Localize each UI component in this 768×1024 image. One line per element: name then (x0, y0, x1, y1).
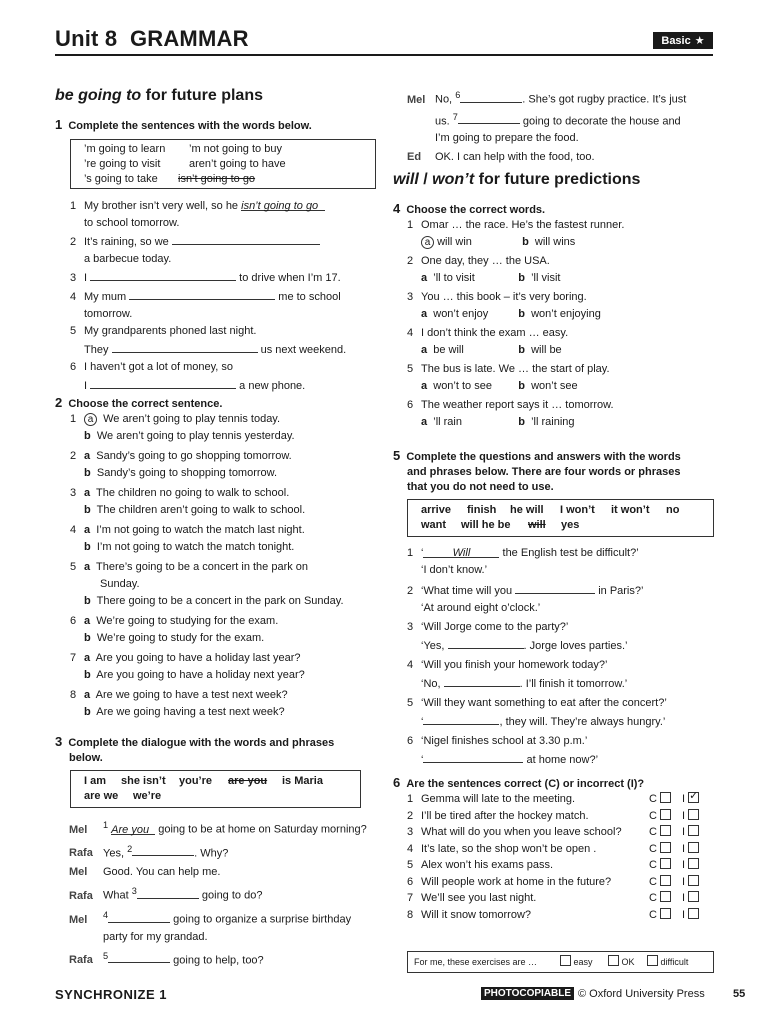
list-item: 4 It’s late, so the shop won’t be open . C I (407, 842, 717, 859)
list-item: 5 a There’s going to be a concert in the park on (70, 561, 309, 573)
exercise-5-items: 1 ‘ Will the English test be difficult?’ ‘I don’t know.’ 2 ‘What time will you in Paris?’ ‘At around eight o’clock.’ 3 ‘Will Jorge come to the party?’ ‘Yes, . Jorge loves parties.’ 4 ‘Will you finish your homework today?’ ‘No, . I’ll finish it tomorrow.’ 5 ‘Will they want something to eat after the concert?’ ‘ , they will. They’re always hungry.’ 6 ‘Nigel finishes school at 3.30 p.m.’ ‘ at home now?’ (407, 546, 727, 768)
footer-logo: SYNCHRONIZE 1 (55, 987, 167, 1002)
correct-checkbox[interactable] (660, 809, 671, 820)
list-item: 5 Alex won’t his exams pass. C I (407, 858, 717, 875)
incorrect-checkbox[interactable] (688, 858, 699, 869)
list-item: 1 a We aren’t going to play tennis today. (70, 413, 281, 425)
answer-blank[interactable] (129, 288, 275, 300)
exercise-3-dialogue-continued: Mel No, $^6$ . She’s got rugby practice. It’s just us. $^7$ going to decorate the house and I’m going to prepare the food. Ed OK. I can help with the food, too. (407, 88, 717, 165)
incorrect-checkbox[interactable] (688, 825, 699, 836)
ok-checkbox[interactable] (608, 955, 619, 966)
answer-blank[interactable] (108, 911, 170, 923)
self-assessment-box: For me, these exercises are … easy OK difficult (407, 951, 714, 973)
dialogue-line: Rafa $^5$ going to help, too? (69, 950, 264, 967)
answer-blank[interactable] (458, 112, 520, 124)
exercise-6-instruction: 6 Are the sentences correct (C) or incorrect (I)? (393, 775, 645, 790)
answer-blank[interactable] (172, 233, 320, 245)
dialogue-line: Mel $^4$ going to organize a surprise birthday (69, 909, 352, 926)
difficult-checkbox[interactable] (647, 955, 658, 966)
list-item: 6 ‘Nigel finishes school at 3.30 p.m.’ (407, 735, 588, 747)
correct-checkbox[interactable] (660, 792, 671, 803)
answer-blank[interactable] (132, 844, 194, 856)
easy-checkbox[interactable] (560, 955, 571, 966)
answer-blank[interactable] (90, 269, 236, 281)
exercise-3-wordbox: I am she isn’t you’re are you is Maria are we we’re (70, 770, 361, 808)
list-item: 3 What will do you when you leave school? C I (407, 825, 717, 842)
list-item: 5 The bus is late. We … the start of play. (407, 363, 610, 375)
incorrect-checkbox[interactable] (688, 875, 699, 886)
level-badge: Basic ★ (653, 32, 713, 49)
list-item: 2 a Sandy’s going to go shopping tomorrow. (70, 450, 292, 462)
exercise-2-items: 1 a We aren’t going to play tennis today. b We aren’t going to play tennis yesterday. 2 a Sandy’s going to go shopping tomorrow. b Sandy’s going to shopping tomorrow. 3 a The children no going to walk to school. b The children aren’t going to walk to school. 4 a I’m not going to watch the match last night. b I’m not going to watch the match tonight. 5 a There’s going to be a concert in the park on Sunday. b There going to be a concert in the park on Sunday. 6 a We’re going to studying for the exam. b We’re going to study for the exam. 7 a Are you going to have a holiday last year? b Are you going to have a holiday next year? 8 a Are we going to have a test next week? b Are we going having a test next week? (70, 412, 390, 720)
answer-blank[interactable] (423, 751, 523, 763)
header-rule (55, 54, 713, 56)
answer-blank[interactable] (460, 91, 522, 103)
answer-blank[interactable] (448, 637, 524, 649)
answer-blank[interactable]: Will (423, 546, 499, 558)
list-item: 3 a The children no going to walk to school. (70, 487, 290, 499)
dialogue-line: Mel $^1$ Are you going to be at home on Saturday morning? (69, 820, 367, 836)
list-item: 4 a I’m not going to watch the match last night. (70, 524, 305, 536)
list-item: 5 ‘Will they want something to eat after the concert?’ (407, 697, 667, 709)
list-item: 1 Gemma will late to the meeting. C I ✓ (407, 792, 717, 809)
photocopiable-label: PHOTOCOPIABLE (481, 987, 574, 1000)
list-item: 2 ‘What time will you in Paris?’ (407, 582, 727, 599)
list-item: 8 Will it snow tomorrow? C I (407, 908, 717, 925)
copyright: © Oxford University Press (578, 988, 705, 1000)
list-item: 8 a Are we going to have a test next week? (70, 689, 288, 701)
exercise-6-items (407, 792, 717, 924)
answer-blank[interactable]: Are you (111, 823, 155, 835)
list-item: 3 ‘Will Jorge come to the party?’ (407, 621, 569, 633)
answer-blank[interactable] (108, 951, 170, 963)
list-item: 2 It’s raining, so we (70, 233, 385, 250)
exercise-1-items: 1 My brother isn’t very well, so he isn’t going to go to school tomorrow. 2 It’s raining, so we a barbecue today. 3 I to drive when I’m 17. 4 My mum me to school tomorrow. 5 My grandparents phoned last night. They us next weekend. 6 I haven’t got a lot of money, so I a new phone. (70, 199, 385, 394)
dialogue-line: Rafa What $^3$ going to do? (69, 886, 263, 902)
list-item: 3 You … this book – it’s very boring. (407, 291, 587, 303)
list-item: 6 Will people work at home in the future? C I (407, 875, 717, 892)
list-item: 6 I haven’t got a lot of money, so (70, 361, 233, 373)
unit-title: Unit 8 GRAMMAR (55, 26, 249, 51)
exercise-1-wordbox: ’m going to learn ’m not going to buy ’re going to visit aren’t going to have ’s going to take isn’t going to go (70, 139, 376, 189)
exercise-3-instruction: 3 Complete the dialogue with the words and phrases below. (55, 734, 335, 764)
answer-blank[interactable] (515, 582, 595, 594)
list-item: 7 a Are you going to have a holiday last year? (70, 652, 301, 664)
exercise-5-wordbox: arrive finish he will I won’t it won’t no want will he be will yes (407, 499, 714, 537)
exercise-4-instruction: 4 Choose the correct words. (393, 201, 546, 216)
dialogue-line: Mel Good. You can help me. (69, 866, 221, 879)
list-item: 4 ‘Will you finish your homework today?’ (407, 659, 608, 671)
exercise-3-dialogue: Mel $^1$ Are you going to be at home on Saturday morning? Rafa Yes, $^2$ . Why? Mel Good. You can help me. Rafa What $^3$ going to do? Mel $^4$ going to organize a surprise birthday party for my grandad. Rafa $^5$ going to help, too? (69, 818, 389, 968)
exercise-4-items: 1 Omar … the race. He’s the fastest runner. a will win b will wins 2 One day, they … the USA. a ’ll to visit b ’ll visit 3 You … this book – it’s very boring. a won’t enjoy b won’t enjoying 4 I don’t think the exam … easy. a be will b will be 5 The bus is late. We … the start of play. a won’t to see b won’t see 6 The weather report says it … tomorrow. a ’ll rain b ’ll raining (407, 218, 717, 430)
correct-checkbox[interactable] (660, 891, 671, 902)
option-a-circled[interactable]: a (421, 236, 434, 249)
list-item: 4 My mum me to school (70, 288, 385, 305)
star-icon: ★ (694, 35, 705, 47)
exercise-1-instruction: 1 Complete the sentences with the words below. (55, 117, 312, 132)
answer-blank[interactable] (444, 675, 520, 687)
incorrect-checkbox[interactable] (688, 908, 699, 919)
answer-blank[interactable] (90, 377, 236, 389)
answer-blank[interactable] (137, 887, 199, 899)
list-item: 1 ‘ Will the English test be difficult?’ (407, 547, 639, 559)
option-a-circled[interactable]: a (84, 413, 97, 426)
list-item: 6 The weather report says it … tomorrow. (407, 399, 614, 411)
exercise-5-instruction: 5 Complete the questions and answers with the words and phrases below. There are four words or phrases that you do not need to use. (393, 448, 681, 493)
incorrect-checkbox[interactable] (688, 842, 699, 853)
answer-blank[interactable] (112, 341, 258, 353)
answer-blank[interactable]: isn’t going to go (241, 199, 325, 211)
list-item: 2 One day, they … the USA. (407, 255, 550, 267)
list-item: 6 a We’re going to studying for the exam. (70, 615, 279, 627)
list-item: 1 My brother isn’t very well, so he isn’t going to go (70, 199, 385, 214)
heading-will-wont: will / won’t for future predictions (393, 171, 641, 188)
page-number: 55 (733, 988, 746, 1000)
correct-checkbox[interactable] (660, 858, 671, 869)
correct-checkbox[interactable] (660, 825, 671, 836)
list-item: 3 I to drive when I’m 17. (70, 269, 385, 286)
list-item: 1 Omar … the race. He’s the fastest runner. (407, 219, 625, 231)
dialogue-line: Ed OK. I can help with the food, too. (407, 151, 595, 164)
incorrect-checkbox[interactable] (688, 809, 699, 820)
answer-blank[interactable] (423, 713, 499, 725)
heading-going-to: be going to for future plans (55, 87, 263, 104)
correct-checkbox[interactable] (660, 875, 671, 886)
list-item: 4 I don’t think the exam … easy. (407, 327, 569, 339)
dialogue-line: Rafa Yes, $^2$ . Why? (69, 843, 229, 860)
correct-checkbox[interactable] (660, 908, 671, 919)
list-item: 5 My grandparents phoned last night. (70, 325, 257, 337)
incorrect-checkbox[interactable] (688, 792, 699, 803)
list-item: 2 I’ll be tired after the hockey match. C I (407, 809, 717, 826)
correct-checkbox[interactable] (660, 842, 671, 853)
incorrect-checkbox[interactable] (688, 891, 699, 902)
list-item: 7 We’ll see you last night. C I (407, 891, 717, 908)
dialogue-line: Mel No, $^6$ . She’s got rugby practice. It’s just (407, 90, 687, 106)
exercise-2-instruction: 2 Choose the correct sentence. (55, 395, 223, 410)
